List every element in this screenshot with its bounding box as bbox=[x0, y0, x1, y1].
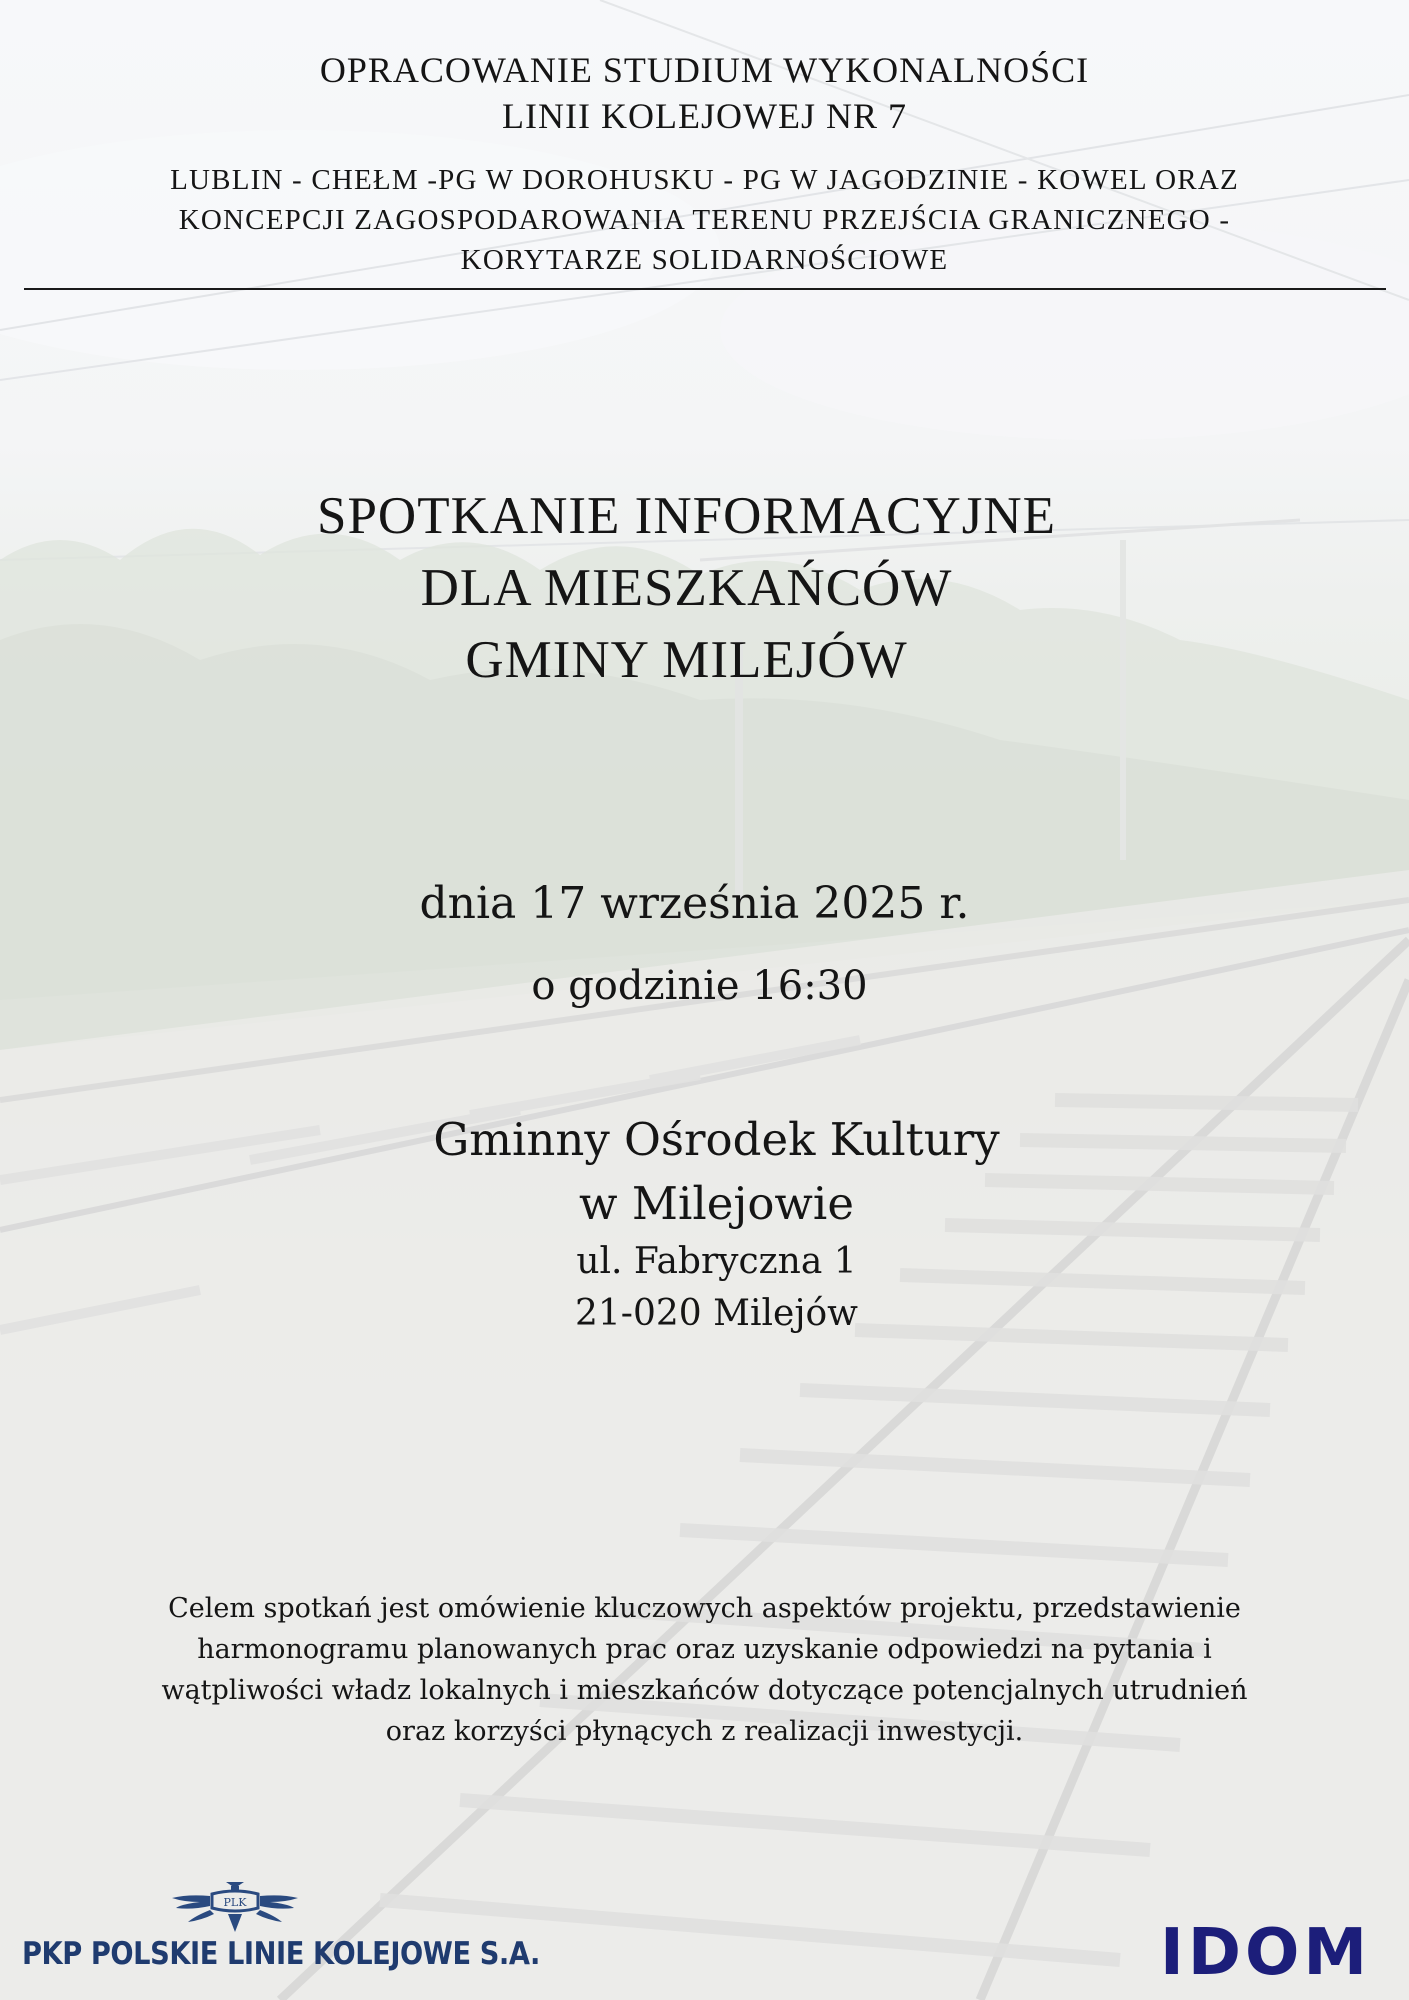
meeting-title bbox=[0, 480, 1391, 696]
meeting-title-line1: SPOTKANIE INFORMACYJNE bbox=[316, 487, 1057, 545]
venue-name-line2: w Milejowie bbox=[579, 1177, 854, 1230]
venue-name-line1: Gminny Ośrodek Kultury bbox=[433, 1113, 1000, 1166]
meeting-description bbox=[0, 1588, 1409, 1752]
description-line1: Celem spotkań jest omówienie kluczowych aspektów projektu, przedstawienie bbox=[168, 1593, 1241, 1624]
plk-emblem-text: PLK bbox=[223, 1896, 247, 1909]
meeting-title-line2: DLA MIESZKAŃCÓW bbox=[420, 559, 953, 617]
plk-company-name: PKP POLSKIE LINIE KOLEJOWE S.A. bbox=[22, 1936, 540, 1972]
meeting-title-line3: GMINY MILEJÓW bbox=[465, 631, 908, 689]
event-location bbox=[12, 1108, 1409, 1340]
header-subtitle-line1: LUBLIN - CHEŁM -PG W DOROHUSKU - PG W JAGODZINIE - KOWEL ORAZ bbox=[170, 164, 1239, 196]
header-divider bbox=[24, 288, 1386, 290]
header-subtitle bbox=[0, 160, 1409, 280]
description-line4: oraz korzyści płynących z realizacji inwestycji. bbox=[385, 1716, 1024, 1747]
header-subtitle-line2: KONCEPCJI ZAGOSPODAROWANIA TERENU PRZEJŚCIA GRANICZNEGO - bbox=[178, 204, 1231, 236]
header-title-line1: OPRACOWANIE STUDIUM WYKONALNOŚCI bbox=[319, 50, 1090, 90]
venue-street: ul. Fabryczna 1 bbox=[576, 1241, 857, 1282]
header-title-line2: LINII KOLEJOWEJ NR 7 bbox=[502, 96, 907, 136]
event-time: o godzinie 16:30 bbox=[531, 963, 868, 1009]
header-title bbox=[0, 47, 1409, 139]
event-date: dnia 17 września 2025 r. bbox=[419, 878, 970, 929]
idom-logo: IDOM bbox=[1160, 1916, 1372, 1990]
header-subtitle-line3: KORYTARZE SOLIDARNOŚCIOWE bbox=[460, 244, 949, 276]
venue-city: 21-020 Milejów bbox=[575, 1293, 858, 1334]
description-line3: wątpliwości władz lokalnych i mieszkańców dotyczące potencjalnych utrudnień bbox=[161, 1675, 1248, 1706]
description-line2: harmonogramu planowanych prac oraz uzyskanie odpowiedzi na pytania i bbox=[197, 1634, 1212, 1665]
plk-winged-emblem-icon bbox=[170, 1882, 300, 1934]
